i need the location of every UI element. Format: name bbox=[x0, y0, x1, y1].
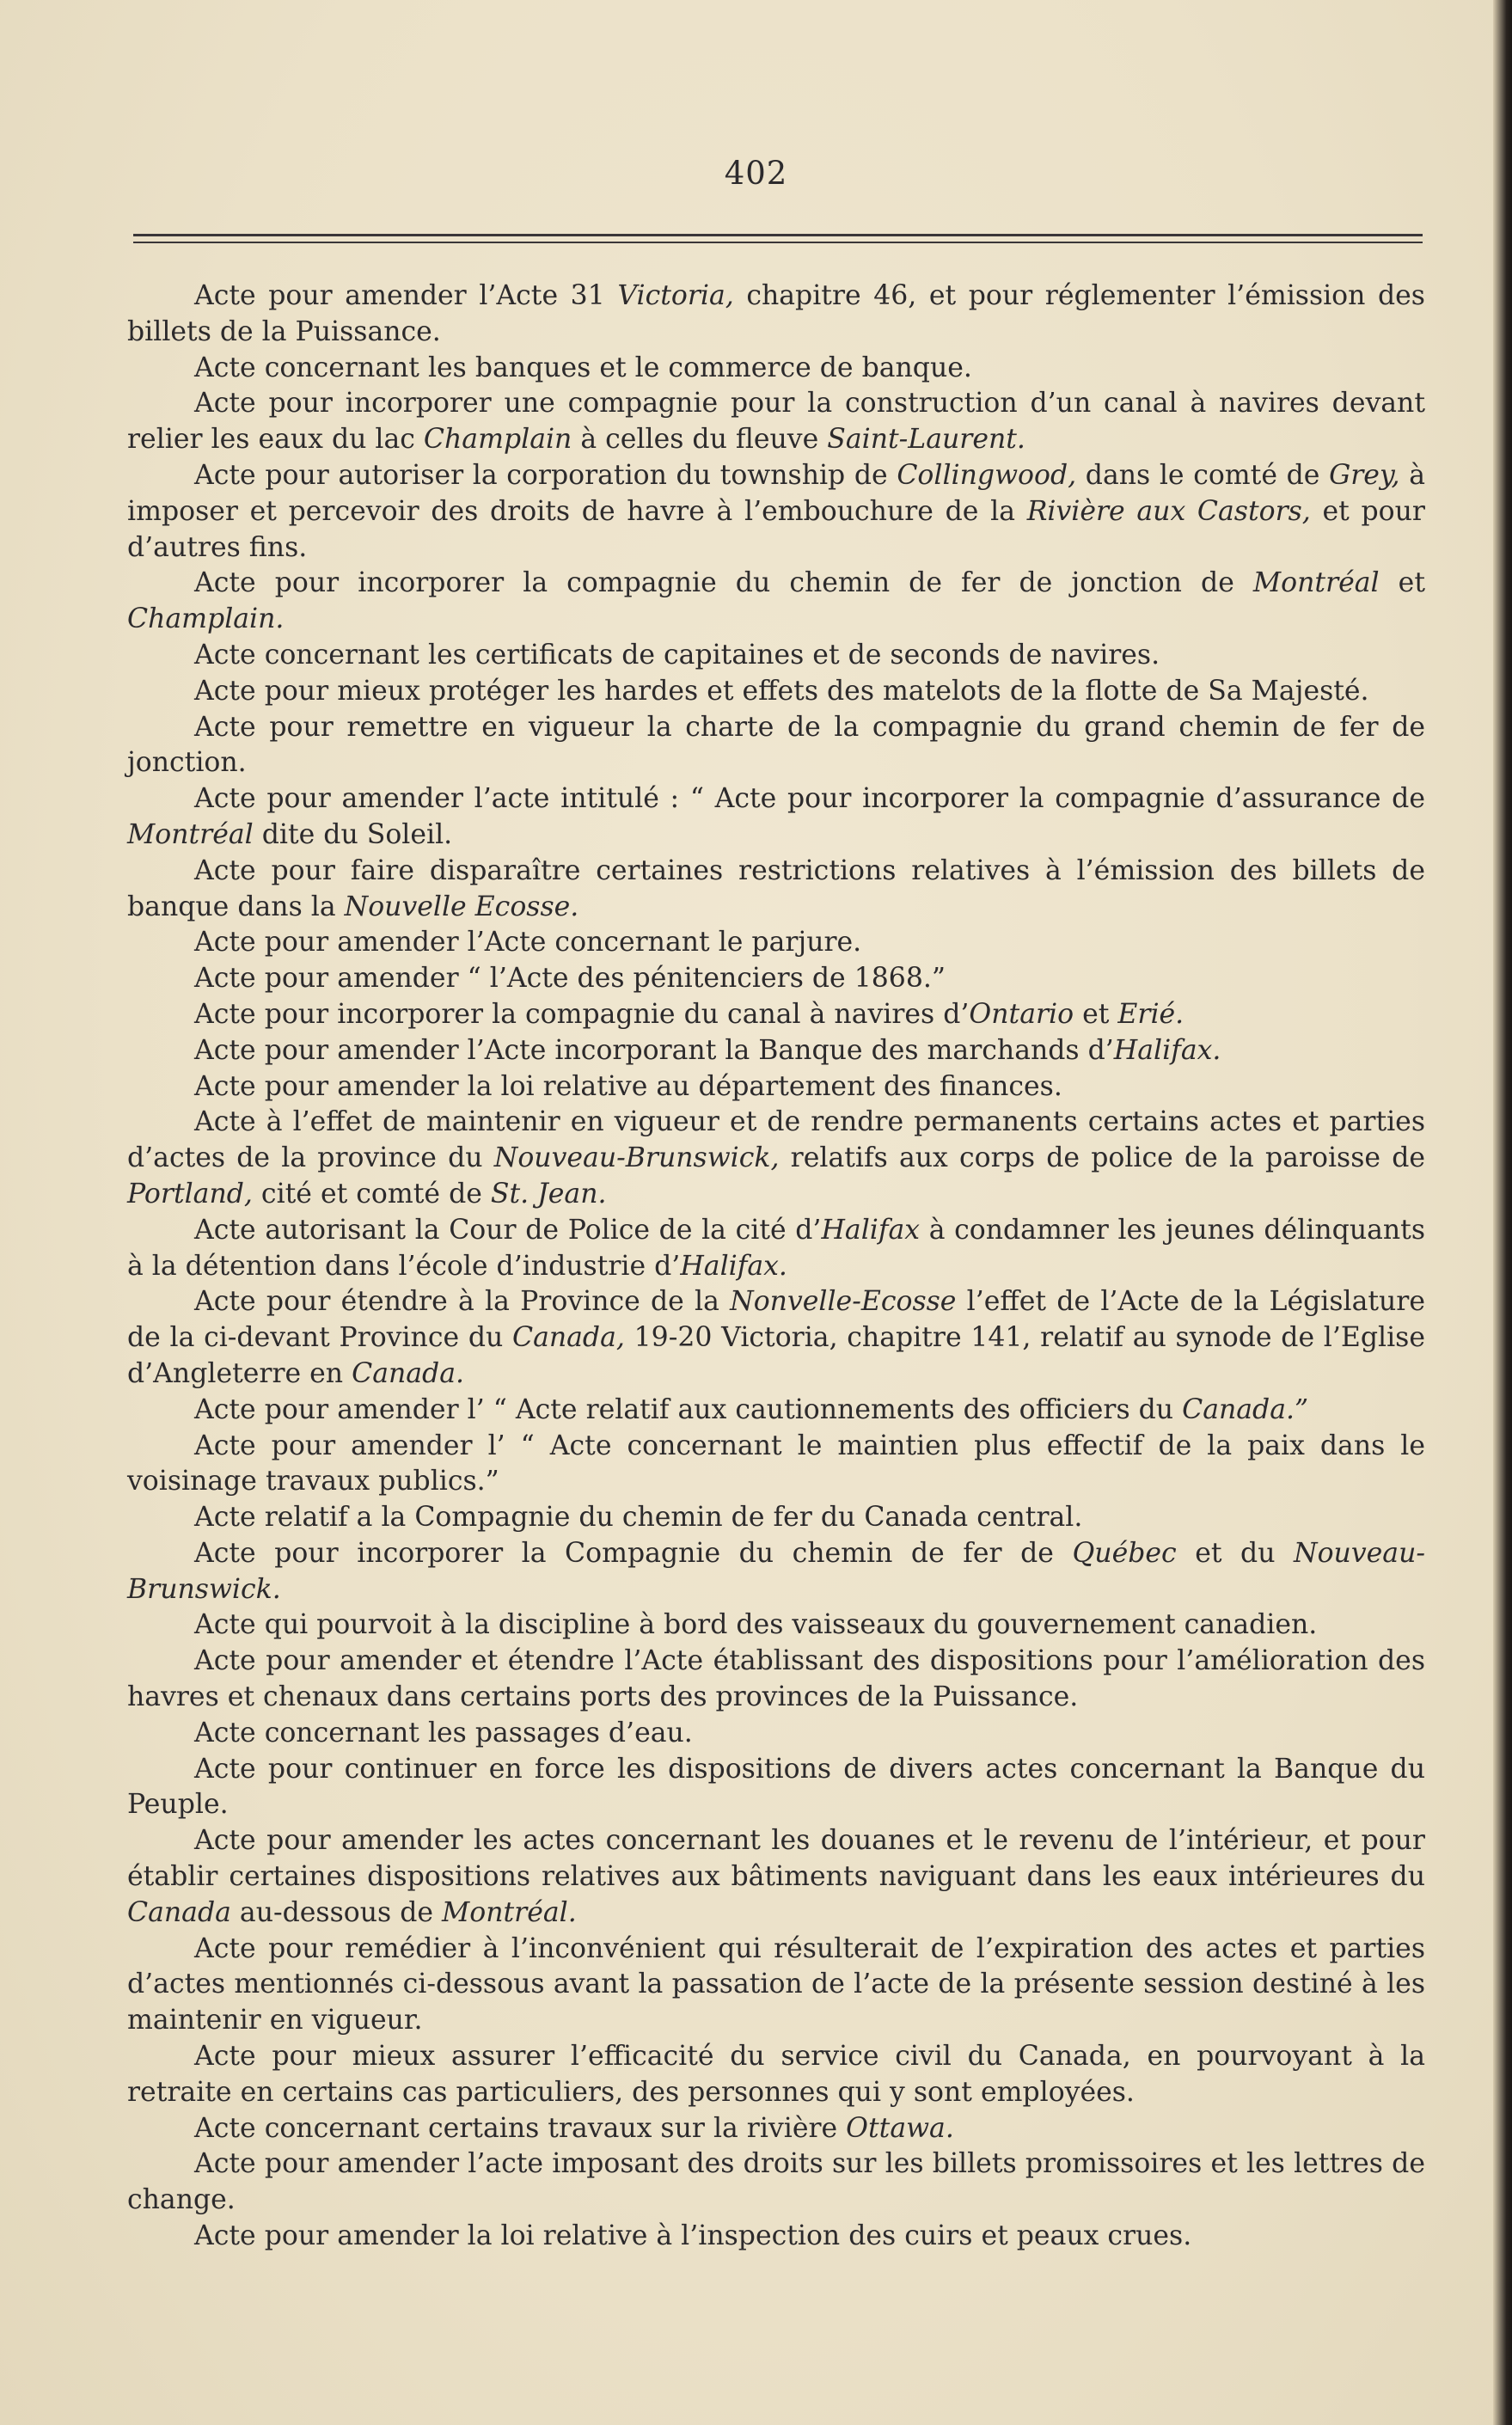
act-paragraph bbox=[127, 2039, 1425, 2111]
act-text: et du bbox=[1176, 1537, 1295, 1569]
page-number: 402 bbox=[724, 155, 788, 192]
act-italic-text: Portland, bbox=[127, 1178, 253, 1209]
act-paragraph bbox=[127, 1213, 1425, 1285]
act-text: Acte concernant les certificats de capitaines et de seconds de navires. bbox=[194, 639, 1160, 671]
header-rule bbox=[133, 234, 1423, 236]
act-text: Acte pour remédier à l’inconvénient qui résulterait de l’expiration des actes et parties d’actes mentionnés ci-dessous avant la passation de l’acte de la présente session destiné à les maintenir en vigueur. bbox=[127, 1932, 1425, 2036]
act-paragraph bbox=[127, 1536, 1425, 1608]
act-italic-text: Ottawa. bbox=[846, 2112, 954, 2144]
act-paragraph bbox=[127, 854, 1425, 926]
act-text: à celles du fleuve bbox=[572, 424, 828, 456]
act-italic-text: Canada bbox=[127, 1896, 231, 1928]
act-italic-text: Montréal bbox=[127, 818, 254, 850]
act-text: Acte relatif a la Compagnie du chemin de fer du Canada central. bbox=[194, 1502, 1083, 1534]
act-text: Acte pour continuer en force les dispositions de divers actes concernant la Banque du Peuple. bbox=[127, 1753, 1425, 1821]
act-italic-text: Champlain bbox=[423, 424, 572, 456]
act-paragraph bbox=[127, 1105, 1425, 1212]
act-italic-text: St. Jean. bbox=[490, 1178, 607, 1209]
act-text: dite du Soleil. bbox=[253, 818, 453, 850]
act-text: cité et comté de bbox=[252, 1178, 491, 1209]
act-paragraph bbox=[127, 1069, 1425, 1105]
act-paragraph bbox=[127, 1644, 1425, 1716]
act-paragraph bbox=[127, 1500, 1425, 1536]
act-text: Acte pour étendre à la Province de la bbox=[194, 1286, 731, 1318]
act-text: Acte pour amender “ l’Acte des pénitenciers de 1868.” bbox=[194, 963, 946, 995]
act-text: Acte pour mieux protéger les hardes et effets des matelots de la flotte de Sa Majesté. bbox=[194, 675, 1369, 707]
act-text: Acte concernant certains travaux sur la rivière bbox=[194, 2112, 847, 2144]
act-italic-text: Erié. bbox=[1117, 998, 1185, 1030]
act-text: Acte concernant les banques et le commerce de banque. bbox=[194, 352, 972, 383]
act-paragraph bbox=[127, 351, 1425, 387]
header-rule-thin bbox=[133, 242, 1423, 243]
act-paragraph bbox=[127, 1823, 1425, 1931]
act-italic-text: Halifax. bbox=[1113, 1034, 1221, 1066]
act-text: relatifs aux corps de police de la paroisse de bbox=[779, 1142, 1426, 1174]
act-paragraph bbox=[127, 2111, 1425, 2147]
act-text: Acte pour incorporer la compagnie du chemin de fer de jonction de bbox=[194, 567, 1253, 599]
act-text: Acte pour incorporer la Compagnie du chemin de fer de bbox=[194, 1537, 1073, 1569]
act-italic-text: Victoria, bbox=[617, 280, 734, 311]
act-text: Acte pour autoriser la corporation du township de bbox=[194, 459, 897, 491]
act-paragraph bbox=[127, 674, 1425, 710]
act-paragraph bbox=[127, 925, 1425, 961]
act-text: Acte pour remettre en vigueur la charte de la compagnie du grand chemin de fer de jonction. bbox=[127, 711, 1425, 779]
acts-list bbox=[127, 279, 1425, 2255]
act-text: 19-20 Victoria, chapitre 141, relatif au synode de l’Eglise d’Angleterre en bbox=[127, 1322, 1425, 1389]
act-italic-text: Saint-Laurent. bbox=[827, 424, 1025, 456]
act-italic-text: Halifax. bbox=[680, 1250, 787, 1282]
act-paragraph bbox=[127, 566, 1425, 638]
act-italic-text: Canada.” bbox=[1182, 1393, 1309, 1425]
act-text: et pour d’autres fins. bbox=[127, 495, 1425, 563]
act-paragraph bbox=[127, 1429, 1425, 1501]
act-italic-text: Canada, bbox=[511, 1322, 625, 1354]
act-italic-text: Ontario bbox=[969, 998, 1074, 1030]
act-text: Acte autorisant la Cour de Police de la cité d’ bbox=[194, 1214, 822, 1246]
act-paragraph bbox=[127, 1752, 1425, 1824]
act-paragraph bbox=[127, 1284, 1425, 1392]
act-paragraph bbox=[127, 710, 1425, 782]
act-text: Acte pour incorporer une compagnie pour la construction d’un canal à navires devant relier les eaux du lac bbox=[127, 388, 1425, 456]
act-text: dans le comté de bbox=[1076, 459, 1330, 491]
act-paragraph bbox=[127, 2219, 1425, 2255]
act-italic-text: Montréal. bbox=[442, 1896, 577, 1928]
act-text: et bbox=[1074, 998, 1118, 1030]
act-text: Acte pour amender les actes concernant les douanes et le revenu de l’intérieur, et pour établir certaines dispositions relatives aux bâtiments naviguant dans les eaux intérieures du bbox=[127, 1825, 1425, 1893]
act-text: Acte pour amender l’Acte 31 bbox=[194, 280, 618, 311]
act-paragraph bbox=[127, 1932, 1425, 2039]
act-text: Acte pour amender l’Acte incorporant la Banque des marchands d’ bbox=[194, 1034, 1114, 1066]
act-text: Acte pour mieux assurer l’efficacité du service civil du Canada, en pourvoyant à la retraite en certains cas particuliers, des personnes qui y sont employées. bbox=[127, 2041, 1425, 2108]
act-text: Acte pour amender l’acte intitulé : “ Acte pour incorporer la compagnie d’assurance de bbox=[194, 783, 1425, 815]
act-italic-text: Québec bbox=[1072, 1537, 1177, 1569]
act-text: Acte pour amender l’ “ Acte relatif aux cautionnements des officiers du bbox=[194, 1393, 1183, 1425]
act-paragraph bbox=[127, 1393, 1425, 1429]
act-text: et bbox=[1379, 567, 1425, 599]
act-italic-text: Grey, bbox=[1329, 459, 1400, 491]
act-paragraph bbox=[127, 1716, 1425, 1752]
act-paragraph bbox=[127, 1033, 1425, 1069]
act-text: Acte qui pourvoit à la discipline à bord des vaisseaux du gouvernement canadien. bbox=[194, 1609, 1318, 1641]
act-paragraph bbox=[127, 781, 1425, 854]
act-text: l’effet de l’Acte de la Législature de la ci-devant Province du bbox=[127, 1286, 1425, 1354]
act-paragraph bbox=[127, 997, 1425, 1033]
act-italic-text: Canada. bbox=[352, 1357, 465, 1389]
act-text: à imposer et percevoir des droits de havre à l’embouchure de la bbox=[127, 459, 1426, 527]
act-text: Acte pour faire disparaître certaines restrictions relatives à l’émission des billets de banque dans la bbox=[127, 854, 1425, 922]
act-text: Acte concernant les passages d’eau. bbox=[194, 1717, 693, 1748]
act-text: à condamner les jeunes délinquants à la détention dans l’école d’industrie d’ bbox=[127, 1214, 1425, 1282]
page-edge-shadow bbox=[1493, 0, 1512, 2425]
act-italic-text: Nouvelle Ecosse. bbox=[344, 891, 579, 922]
act-text: Acte pour amender la loi relative au département des finances. bbox=[194, 1070, 1062, 1102]
act-italic-text: Nouveau-Brunswick. bbox=[127, 1537, 1425, 1605]
act-paragraph bbox=[127, 386, 1425, 458]
act-text: Acte pour amender l’Acte concernant le parjure. bbox=[194, 927, 862, 958]
act-paragraph bbox=[127, 279, 1425, 351]
act-text: chapitre 46, et pour réglementer l’émission des billets de la Puissance. bbox=[127, 280, 1425, 347]
act-italic-text: Nonvelle-Ecosse bbox=[730, 1286, 957, 1318]
act-text: Acte pour incorporer la compagnie du canal à navires d’ bbox=[194, 998, 970, 1030]
act-italic-text: Collingwood, bbox=[897, 459, 1077, 491]
act-italic-text: Champlain. bbox=[127, 603, 285, 635]
act-paragraph bbox=[127, 1607, 1425, 1644]
act-italic-text: Rivière aux Castors, bbox=[1026, 495, 1311, 527]
act-text: Acte à l’effet de maintenir en vigueur et de rendre permanents certains actes et parties d’actes de la province du bbox=[127, 1106, 1425, 1174]
act-text: Acte pour amender l’ “ Acte concernant le maintien plus effectif de la paix dans le voisinage travaux publics.” bbox=[127, 1430, 1425, 1497]
act-text: au-dessous de bbox=[230, 1896, 443, 1928]
act-paragraph bbox=[127, 961, 1425, 997]
act-text: Acte pour amender et étendre l’Acte établissant des dispositions pour l’amélioration des havres et chenaux dans certains ports des provinces de la Puissance. bbox=[127, 1645, 1425, 1713]
act-paragraph bbox=[127, 2146, 1425, 2219]
act-italic-text: Nouveau-Brunswick, bbox=[493, 1142, 780, 1174]
act-italic-text: Montréal bbox=[1252, 567, 1380, 599]
act-text: Acte pour amender la loi relative à l’inspection des cuirs et peaux crues. bbox=[194, 2220, 1192, 2252]
act-text: Acte pour amender l’acte imposant des droits sur les billets promissoires et les lettres de change. bbox=[127, 2148, 1425, 2216]
act-paragraph bbox=[127, 638, 1425, 674]
act-italic-text: Halifax bbox=[821, 1214, 921, 1246]
act-paragraph bbox=[127, 458, 1425, 566]
